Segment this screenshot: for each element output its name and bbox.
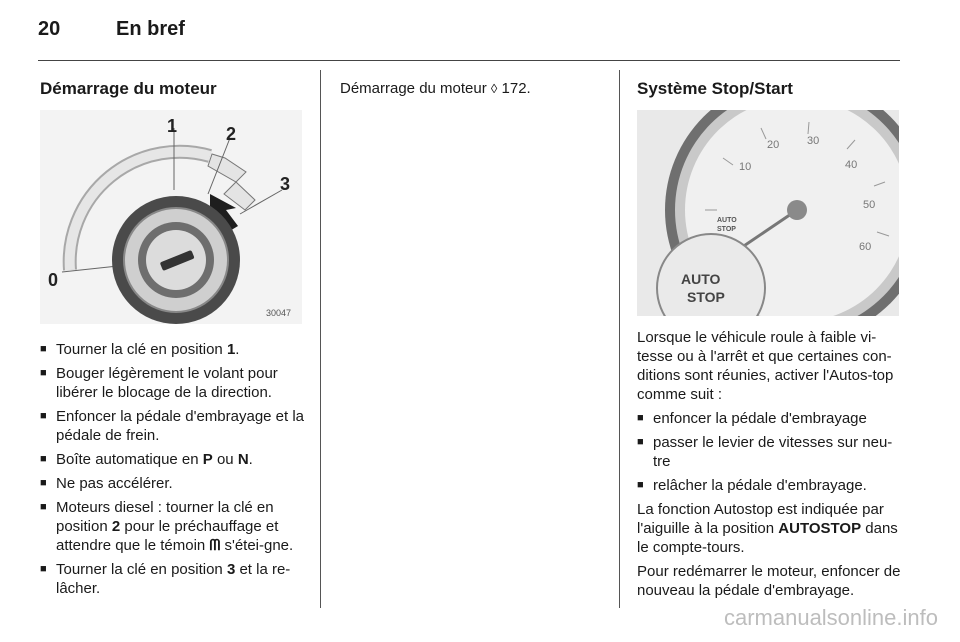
stop-start-intro: Lorsque le véhicule roule à faible vi-tesse ou à l'arrêt et que certaines con-ditions sont réunies, activer l'Autos-top comme suit : <box>637 329 894 403</box>
heading-engine-start: Démarrage du moteur <box>40 79 217 98</box>
column-divider-1 <box>320 70 321 608</box>
autostop-steps <box>637 409 901 495</box>
list-item: ■ Bouger légèrement le volant pour libérer le blocage de la direction. <box>40 364 305 402</box>
zoom-autostop-label-2: STOP <box>687 289 725 305</box>
figure-code: 30047 <box>266 308 292 318</box>
zoom-autostop-label-1: AUTO <box>681 271 721 287</box>
list-item: ■ Boîte automatique en P ou N. <box>40 450 305 469</box>
column-3 <box>637 79 901 605</box>
tick-60: 60 <box>859 241 872 253</box>
position-label-0: 0 <box>48 270 59 290</box>
list-item: ■ enfoncer la pédale d'embrayage <box>637 409 901 428</box>
header-rule <box>38 60 900 61</box>
column-1 <box>40 79 305 603</box>
tachometer-figure <box>637 110 899 316</box>
column-2 <box>340 79 605 98</box>
list-item: ■ Ne pas accélérer. <box>40 474 305 493</box>
tick-50: 50 <box>863 199 876 211</box>
position-label-1: 1 <box>167 116 178 136</box>
list-item: ■ Tourner la clé en position 3 et la re-lâcher. <box>40 560 305 598</box>
list-item: ■ relâcher la pédale d'embrayage. <box>637 476 901 495</box>
crossref-page: 172. <box>501 80 531 97</box>
ignition-figure <box>40 110 302 324</box>
engine-start-steps <box>40 340 305 598</box>
tachometer-illustration <box>637 110 899 316</box>
small-autostop-label-2: STOP <box>717 226 736 233</box>
list-item: ■ Tourner la clé en position 1. <box>40 340 305 359</box>
page-header <box>38 18 185 41</box>
list-item: ■ Moteurs diesel : tourner la clé en position 2 pour le préchauffage et attendre que le témoin ᗰ s'étei-gne. <box>40 498 305 555</box>
small-autostop-label-1: AUTO <box>717 217 737 224</box>
glow-plug-icon: ᗰ <box>209 537 221 554</box>
crossref-text: Démarrage du moteur <box>340 80 487 97</box>
tick-20: 20 <box>767 139 780 151</box>
tick-30: 30 <box>807 135 820 147</box>
list-item: ■ passer le levier de vitesses sur neu-tre <box>637 433 901 471</box>
watermark: carmanualsonline.info <box>723 605 938 630</box>
position-label-2: 2 <box>226 124 237 144</box>
autostop-indication: La fonction Autostop est indiquée par l'aiguille à la position AUTOSTOP dans le compte-tours. <box>637 501 898 556</box>
page-ref-arrow-icon: ◊ <box>490 81 498 96</box>
section-title: En bref <box>116 18 185 40</box>
tick-10: 10 <box>739 161 752 173</box>
restart-paragraph: Pour redémarrer le moteur, enfoncer de nouveau la pédale d'embrayage. <box>637 563 901 599</box>
tick-40: 40 <box>845 159 858 171</box>
position-label-3: 3 <box>280 174 291 194</box>
heading-stop-start: Système Stop/Start <box>637 79 793 98</box>
list-item: ■ Enfoncer la pédale d'embrayage et la pédale de frein. <box>40 407 305 445</box>
ignition-key-illustration <box>40 110 302 324</box>
column-divider-2 <box>619 70 620 608</box>
page-number: 20 <box>38 18 61 40</box>
